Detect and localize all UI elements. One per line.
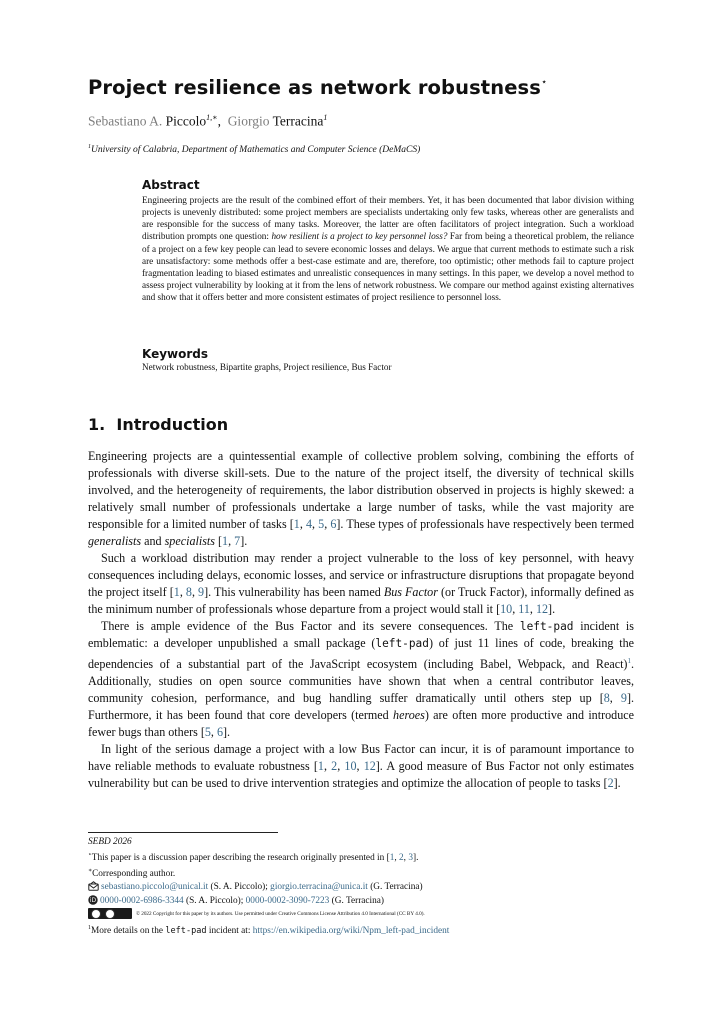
affiliation	[88, 144, 420, 155]
email-icon	[88, 881, 99, 891]
abstract-part-2: Far from being a theoretical problem, the reliance of a project on a few key people can lead to severe economic losses and delays. We argue that current methods to estimate such a risk are unsatisfactory: some methods offer a best-case estimate and are, therefore, too optimistic; other methods fail to capture project fragmentation leading to biased estimates and unrealistic consequences in many settings. In this paper, we develop a novel method to assess project vulnerability by looking at it from the lens of network robustness. We compare our method against existing alternatives and show that it offers better and more consistent estimates of project resilience to personnel loss.	[142, 231, 635, 303]
cc-by-license-icon	[88, 908, 132, 919]
email-link-terracina[interactable]: giorgio.terracina@unica.it	[270, 882, 368, 893]
citation-link[interactable]: 1	[222, 533, 229, 548]
citation-link[interactable]: 10	[344, 759, 357, 774]
p1-text-a: Engineering projects are a quintessential example of collective problem solving, combining the efforts of professionals with diverse skill-sets. Due to the nature of the project itself, the diversity of technical skills involved, and the heterogeneity of requirements, the labor distribution observed in projects is highly skewed: a relatively small number of professionals undertake a large number of tasks, while the vast majority are responsible for a limited number of tasks [	[88, 449, 634, 531]
citation-link[interactable]: 8	[603, 691, 610, 706]
introduction-body	[88, 448, 634, 792]
footnote-corr-mark: ∗	[88, 868, 93, 875]
author-2-family: Terracina	[272, 113, 324, 129]
section-heading-introduction	[88, 415, 228, 434]
term-specialists: specialists	[164, 533, 215, 548]
orcid-link-piccolo[interactable]: 0000-0002-6986-3344	[100, 895, 184, 906]
abstract-part-1: Engineering projects are the result of the combined effort of their members. Yet, it has been documented that labor division withing projects is unevenly distributed: some project members are specialists undertaking only few tasks, whereas other are generalists and are responsible for the success of many tasks. Moreover, the latter are often facilitators of project integration. Such a workload distribution prompts one question:	[142, 195, 634, 242]
footnote-1	[88, 922, 648, 938]
citation-link[interactable]: 6	[216, 725, 224, 740]
affiliation-text: University of Calabria, Department of Mathematics and Computer Science (DeMaCS)	[91, 145, 421, 156]
citation-link[interactable]: 5	[204, 725, 211, 740]
footnotes	[88, 836, 648, 938]
abstract-block	[142, 178, 634, 303]
p1-text-b: ]. These types of professionals have respectively been termed	[336, 516, 635, 531]
citation-link[interactable]: 9	[620, 691, 627, 706]
p1-end: ].	[240, 533, 248, 548]
citation-link[interactable]: 3	[408, 853, 413, 864]
paragraph-3: There is ample evidence of the Bus Factor and its severe consequences. The left-pad incident is emblematic: a developer unpublished a small package (left-pad) of just 11 lines of code, breaking the dependencies of a substantial part of the JavaScript ecosystem (including Babel, Webpack, and React)$^1$. Additionally, studies on open source communities have shown that when a central contributor leaves, community cohesion, performance, and bug handling suffer dramatically until others step up [8, 9]. Furthermore, it has been found that core developers (termed heroes) are often more productive and introduce fewer bugs than others [5, 6].	[88, 618, 635, 740]
code-left-pad: left-pad	[519, 619, 574, 633]
keywords-block	[142, 347, 634, 372]
footnote-corresponding	[88, 865, 648, 881]
author-2-given: Giorgio	[227, 113, 270, 129]
p1-and: and	[141, 533, 165, 548]
p3-text-e: ]. Furthermore, it has been found that core developers (termed	[88, 691, 634, 723]
p3-text-d: . Additionally, studies on open source communities have shown that when a central contributor leaves, community cohesion, performance, and bug handling suffer dramatically until others step up [	[88, 657, 634, 706]
citation-link[interactable]: 6	[330, 516, 337, 531]
citation-link[interactable]: 11	[518, 601, 530, 616]
footnote-star-end: ].	[412, 853, 419, 864]
p3-end: ].	[223, 725, 231, 740]
p2-text-c: (or Truck Factor), informally defined as the minimum number of professionals whose departure from a project would stall it [	[88, 584, 634, 616]
p3-text-f: ) are often more productive and introduce fewer bugs than others [	[88, 708, 634, 740]
paragraph-2: Such a workload distribution may render a project vulnerable to the loss of key personnel, with heavy consequences including delays, economic losses, and service or infrastructure disruptions that propagate beyond the project itself [1, 8, 9]. This vulnerability has been named Bus Factor (or Truck Factor), informally defined as the minimum number of professionals whose departure from a project would stall it [10, 11, 12].	[88, 550, 634, 616]
email2-owner: (G. Terracina)	[367, 882, 423, 893]
p2-end: ].	[548, 601, 556, 616]
p3-text-a: There is ample evidence of the Bus Factor and its severe consequences. The	[101, 618, 520, 633]
footnote-rule	[88, 832, 278, 833]
section-title: Introduction	[116, 415, 229, 434]
abstract-question: how resilient is a project to key personnel loss?	[271, 231, 448, 242]
p3-text-b: incident is emblematic: a developer unpublished a small package (	[88, 618, 634, 651]
license-line	[88, 908, 648, 922]
abstract-heading: Abstract	[142, 178, 200, 192]
email-line	[88, 881, 648, 894]
orcid1-owner: (S. A. Piccolo);	[183, 895, 246, 906]
footnote-star-text: This paper is a discussion paper describing the research originally presented in [	[91, 853, 390, 864]
term-bus-factor: Bus Factor	[383, 584, 438, 599]
citation-link[interactable]: 7	[234, 533, 241, 548]
footnote-star: ⋆This paper is a discussion paper describing the research originally presented in [1, 2, 3].	[88, 852, 419, 864]
footnote-link[interactable]: 1	[627, 657, 631, 666]
paragraph-1: Engineering projects are a quintessential example of collective problem solving, combining the efforts of professionals with diverse skill-sets. Due to the nature of the project itself, the diversity of technical skills involved, and the heterogeneity of requirements, the labor distribution observed in projects is highly skewed: a relatively small number of professionals undertake a large number of tasks, while the vast majority are responsible for a limited number of tasks [1, 4, 5, 6]. These types of professionals have respectively been termed generalists and specialists [1, 7].	[88, 449, 635, 548]
p2-text-a: Such a workload distribution may render a project vulnerable to the loss of key personnel, with heavy consequences including delays, economic losses, and service or infrastructure disruptions that propagate beyond the project itself [	[88, 550, 634, 599]
code-left-pad: left-pad	[375, 637, 429, 651]
keywords-heading: Keywords	[142, 347, 209, 361]
footnote-corr-text: Corresponding author.	[92, 869, 176, 880]
title-footnote-mark[interactable]: ⋆	[540, 77, 548, 88]
citation-link[interactable]: 12	[363, 759, 376, 774]
venue: SEBD 2026	[88, 837, 132, 847]
svg-text:iD: iD	[89, 896, 97, 904]
citation-link[interactable]: 10	[500, 601, 513, 616]
email1-owner: (S. A. Piccolo);	[208, 882, 271, 893]
affiliation-mark: 1	[88, 144, 91, 150]
footnote-1-mark: 1	[88, 924, 91, 931]
citation-link[interactable]: 5	[318, 516, 325, 531]
citation-link[interactable]: 2	[399, 853, 404, 864]
citation-link[interactable]: 2	[331, 759, 338, 774]
author-separator: ,	[217, 113, 221, 129]
paper-title-text: Project resilience as network robustness	[88, 76, 541, 99]
author-1-marks: 1,∗	[206, 113, 218, 122]
section-number: 1.	[88, 415, 106, 434]
citation-link[interactable]: 4	[305, 516, 313, 531]
footnote-1-text-b: incident at:	[206, 925, 253, 936]
license-text: © 2022 Copyright for this paper by its authors. Use permitted under Creative Commons License Attribution 4.0 International (CC BY 4.0).	[136, 910, 425, 917]
citation-link[interactable]: 9	[198, 584, 205, 599]
author-1-given: Sebastiano A.	[88, 113, 163, 129]
p4-text-b: ]. A good measure of Bus Factor not only estimates vulnerability but can be used to drive intervention strategies and optimize the allocation of people to tasks [	[88, 759, 635, 791]
author-1-family: Piccolo	[165, 113, 207, 129]
author-list	[88, 113, 327, 130]
p4-end: ].	[613, 776, 621, 791]
abstract-text	[142, 194, 634, 303]
p2-text-b: ]. This vulnerability has been named	[204, 584, 384, 599]
citation-link[interactable]: 12	[535, 601, 549, 616]
citation-link[interactable]: 1	[173, 584, 180, 599]
footnote-star-mark: ⋆	[88, 852, 92, 859]
citation-link[interactable]: 2	[607, 776, 614, 791]
orcid-link-terracina[interactable]: 0000-0002-3090-7223	[245, 895, 330, 906]
citation-link[interactable]: 8	[185, 584, 192, 599]
email-link-piccolo[interactable]: sebastiano.piccolo@unical.it	[101, 882, 209, 893]
term-generalists: generalists	[88, 533, 142, 548]
citation-link[interactable]: 1	[389, 853, 395, 864]
p3-text-c: ) of just 11 lines of code, breaking the dependencies of a substantial part of the JavaScript ecosystem (including Babel, Webpack, and React)	[88, 636, 635, 672]
orcid-line	[88, 895, 648, 908]
paragraph-4: In light of the serious damage a project with a low Bus Factor can incur, it is of paramount importance to have reliable methods to evaluate robustness [1, 2, 10, 12]. A good measure of Bus Factor not only estimates vulnerability but can be used to drive intervention strategies and optimize the allocation of people to tasks [2].	[88, 742, 635, 791]
footnote-1-text-a: More details on the	[91, 925, 166, 936]
orcid-icon	[88, 895, 98, 905]
code-left-pad: left-pad	[165, 925, 207, 936]
keywords-text: Network robustness, Bipartite graphs, Project resilience, Bus Factor	[142, 362, 392, 372]
citation-link[interactable]: 1	[293, 516, 300, 531]
wikipedia-link[interactable]: https://en.wikipedia.org/wiki/Npm_left-pad_incident	[252, 925, 450, 936]
term-heroes: heroes	[393, 708, 425, 723]
p4-text-a: In light of the serious damage a project with a low Bus Factor can incur, it is of paramount importance to have reliable methods to evaluate robustness [	[88, 742, 634, 774]
author-2-marks: 1	[323, 113, 328, 122]
citation-link[interactable]: 1	[317, 759, 324, 774]
orcid2-owner: (G. Terracina)	[329, 895, 384, 906]
paper-title	[88, 76, 648, 99]
